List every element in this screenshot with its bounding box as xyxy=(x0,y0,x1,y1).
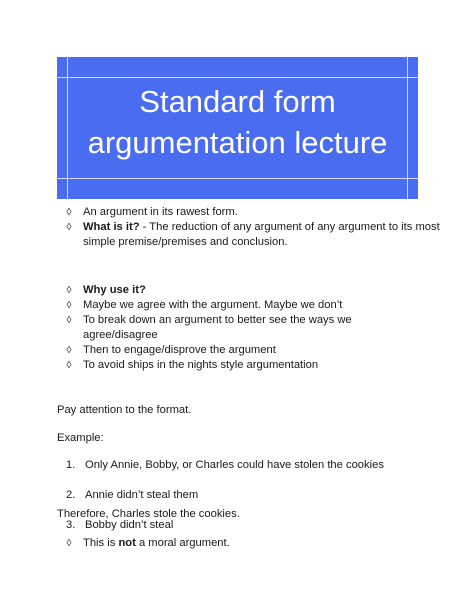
numbered-item-text: Bobby didn’t steal xyxy=(85,519,174,531)
list-item xyxy=(64,358,443,373)
list-item xyxy=(64,205,443,220)
page-title: Standard form argumentation lecture xyxy=(87,84,388,160)
list-item xyxy=(64,283,443,298)
diamond-bullet-icon: ◊ xyxy=(66,315,72,326)
example-label: Example: xyxy=(57,432,104,444)
diamond-bullet-icon: ◊ xyxy=(66,538,72,549)
list-item-text: To break down an argument to better see the ways we agree/disagree xyxy=(83,314,352,341)
item-number: 1. xyxy=(66,459,76,471)
why-use-it-heading: Why use it? xyxy=(83,284,146,296)
list-item-text: Then to engage/disprove the argument xyxy=(83,344,276,356)
title-banner xyxy=(57,57,418,199)
list-item-text: Maybe we agree with the argument. Maybe we don’t xyxy=(83,299,343,311)
pay-attention-text: Pay attention to the format. xyxy=(57,404,192,416)
diamond-bullet-icon: ◊ xyxy=(66,360,72,371)
diamond-bullet-icon: ◊ xyxy=(66,285,72,296)
conclusion-text: Therefore, Charles stole the cookies. xyxy=(57,508,240,520)
final-text-bold: not xyxy=(118,537,136,549)
final-text-pre: This is xyxy=(83,537,119,549)
final-text-post: a moral argument. xyxy=(135,537,230,549)
item-number: 2. xyxy=(66,489,76,501)
list-item-text: An argument in its rawest form. xyxy=(83,206,238,218)
list-item xyxy=(64,313,403,343)
diamond-bullet-icon: ◊ xyxy=(66,300,72,311)
numbered-item-text: Only Annie, Bobby, or Charles could have stolen the cookies xyxy=(85,459,384,471)
banner-border-line xyxy=(57,178,418,179)
list-item xyxy=(64,298,443,313)
diamond-bullet-icon: ◊ xyxy=(66,345,72,356)
numbered-item xyxy=(66,488,465,503)
banner-border-line xyxy=(57,77,418,78)
list-item-text: To avoid ships in the nights style argumentation xyxy=(83,359,319,371)
item-number: 3. xyxy=(66,519,76,531)
list-item-text: - The reduction of any argument of any argument to its most simple premise/premises and conclusion. xyxy=(83,221,440,248)
diamond-bullet-icon: ◊ xyxy=(66,207,72,218)
list-item xyxy=(64,343,443,358)
what-is-it-label: What is it? xyxy=(83,221,140,233)
list-item xyxy=(64,220,443,250)
numbered-item-text: Annie didn’t steal them xyxy=(85,489,199,501)
diamond-bullet-icon: ◊ xyxy=(66,222,72,233)
numbered-item xyxy=(66,458,465,473)
list-item xyxy=(64,536,443,551)
